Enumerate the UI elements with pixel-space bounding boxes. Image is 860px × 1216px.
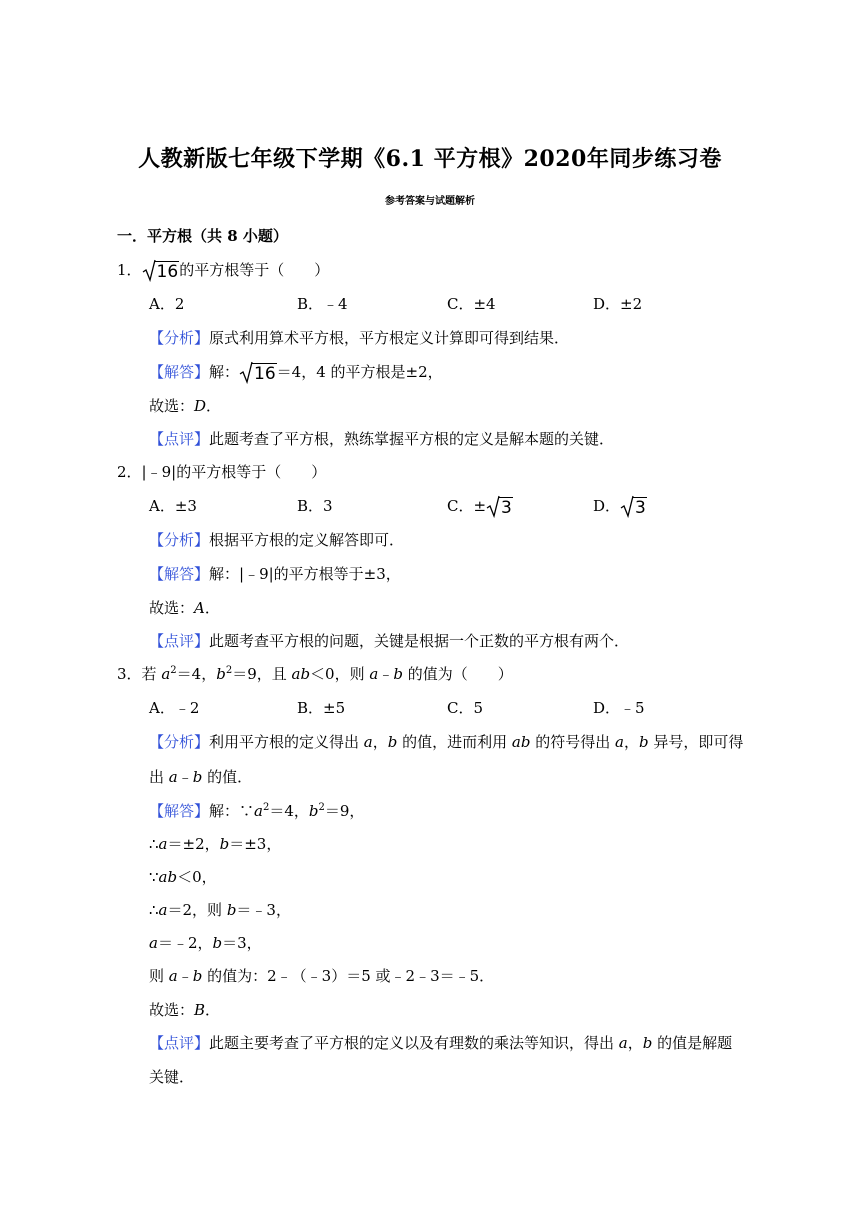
q3-choice (149, 1000, 220, 1020)
answer-tag: 【解答】 (149, 363, 210, 381)
because-symbol: ∵ (149, 868, 159, 886)
answer-text: ＝4，4 的平方根是±2， (276, 363, 443, 381)
analysis-text: 异号，即可得 (648, 733, 744, 751)
q3-comment-cont (149, 1067, 194, 1087)
q2-option-d (593, 496, 647, 518)
step-text: 的值为：2﹣（﹣3）＝5 或﹣2﹣3＝﹣5． (202, 967, 495, 985)
q1-option-c: C．±4 (447, 295, 496, 313)
choice-end: ． (205, 1001, 221, 1019)
question-1-stem (117, 260, 329, 282)
analysis-text: 的符号得出 (530, 733, 616, 751)
q1-analysis (149, 328, 569, 348)
choice-label: 故选： (149, 1001, 195, 1019)
var-b: b (192, 768, 203, 786)
var-b: b (219, 835, 230, 853)
q3-comment (149, 1033, 732, 1053)
q2-option-a: A．±3 (149, 497, 197, 515)
analysis-text: 根据平方根的定义解答即可． (209, 531, 405, 549)
var-a: a (615, 733, 624, 751)
choice-label: 故选： (149, 397, 195, 415)
sqrt-symbol (142, 261, 180, 282)
question-1-number: 1． (117, 261, 142, 279)
choice-end: ． (206, 397, 222, 415)
var-b: b (387, 733, 398, 751)
step-text: ＝±2， (167, 835, 220, 853)
stem-text: ＜0，则 (310, 665, 370, 683)
analysis-tag: 【分析】 (149, 329, 210, 347)
comment-text: 的值是解题 (652, 1034, 733, 1052)
q3-option-d: D．﹣5 (593, 699, 645, 717)
question-3-number: 3． (117, 665, 142, 683)
question-1-stem-text: 的平方根等于（ ） (179, 261, 330, 279)
analysis-text: 的值． (202, 768, 253, 786)
minus-sign: ﹣ (177, 967, 193, 985)
step-text: 则 (149, 967, 169, 985)
q3-analysis (149, 732, 743, 752)
var-a: a (168, 967, 178, 985)
q3-analysis-cont (149, 767, 252, 787)
stem-text: ＝9，且 (232, 665, 292, 683)
comment-text: 此题主要考查了平方根的定义以及有理数的乘法等知识，得出 (209, 1034, 619, 1052)
step-text: ＜0， (177, 868, 217, 886)
stem-text: 若 (141, 665, 162, 683)
var-a: a (158, 901, 168, 919)
minus-sign: ﹣ (378, 665, 394, 683)
therefore-symbol: ∴ (149, 835, 159, 853)
exponent: 2 (225, 665, 233, 676)
question-2-stem-text: |﹣9|的平方根等于（ ） (141, 463, 327, 481)
sqrt-symbol (486, 497, 513, 518)
var-b: b (642, 1034, 653, 1052)
q3-step-1 (149, 834, 281, 854)
option-label: D． (593, 497, 621, 515)
answer-tag: 【解答】 (149, 802, 210, 820)
sqrt-symbol (239, 363, 277, 384)
var-b: b (638, 733, 649, 751)
var-b: b (393, 665, 403, 683)
var-ab: ab (511, 733, 531, 751)
step-text: ＝±3， (229, 835, 282, 853)
document-title: 人教新版七年级下学期《6.1 平方根》2020年同步练习卷 (138, 146, 722, 172)
q3-step-2 (149, 867, 217, 887)
q3-step-5 (149, 966, 494, 986)
analysis-text: 出 (149, 768, 169, 786)
q2-comment (149, 631, 629, 651)
q2-option-c (447, 496, 513, 518)
q3-answer (149, 801, 364, 821)
q2-choice (149, 598, 220, 618)
analysis-tag: 【分析】 (149, 531, 210, 549)
exponent: 2 (170, 665, 177, 676)
q2-option-b: B．3 (297, 497, 333, 515)
q1-option-a: A．2 (149, 295, 185, 313)
choice-letter: D (194, 397, 207, 415)
radicand: 3 (501, 498, 512, 518)
analysis-text: 的值，进而利用 (397, 733, 512, 751)
section-heading: 一．平方根（共 8 小题） (117, 227, 288, 245)
comment-tag: 【点评】 (149, 632, 210, 650)
var-a: a (161, 665, 171, 683)
stem-text: ＝4， (176, 665, 217, 683)
comment-tag: 【点评】 (149, 430, 210, 448)
answer-tag: 【解答】 (149, 565, 210, 583)
q1-comment (149, 429, 614, 449)
comment-text: ， (627, 1034, 643, 1052)
step-text: ＝3， (222, 934, 262, 952)
question-2-stem (117, 462, 326, 482)
question-2-number: 2． (117, 463, 142, 481)
var-b: b (192, 967, 203, 985)
answer-text: 解： (209, 363, 240, 381)
var-b: b (212, 934, 223, 952)
q1-answer (149, 362, 443, 384)
var-a: a (369, 665, 379, 683)
comment-text: 此题考查平方根的问题，关键是根据一个正数的平方根有两个． (209, 632, 630, 650)
q3-option-b: B．±5 (297, 699, 346, 717)
var-b: b (216, 665, 226, 683)
radicand: 16 (156, 262, 179, 282)
analysis-text: 原式利用算术平方根，平方根定义计算即可得到结果． (209, 329, 570, 347)
q3-step-4 (149, 933, 262, 953)
radicand: 16 (254, 364, 276, 384)
var-b: b (308, 802, 319, 820)
var-a: a (254, 802, 263, 820)
step-text: ＝2，则 (167, 901, 227, 919)
var-b: b (226, 901, 237, 919)
var-a: a (158, 835, 168, 853)
analysis-text: 利用平方根的定义得出 (209, 733, 364, 751)
analysis-tag: 【分析】 (149, 733, 210, 751)
radicand: 3 (635, 498, 646, 518)
choice-label: 故选： (149, 599, 195, 617)
var-ab: ab (158, 868, 178, 886)
q3-step-3 (149, 900, 291, 920)
therefore-symbol: ∴ (149, 901, 159, 919)
answer-text: 解：|﹣9|的平方根等于±3， (209, 565, 401, 583)
q1-choice (149, 396, 221, 416)
choice-letter: B (194, 1001, 206, 1019)
option-label: C．± (447, 497, 487, 515)
q3-option-c: C．5 (447, 699, 484, 717)
var-a: a (363, 733, 373, 751)
var-a: a (618, 1034, 628, 1052)
choice-letter: A (194, 599, 205, 617)
exponent: 2 (262, 802, 270, 813)
comment-tag: 【点评】 (149, 1034, 210, 1052)
exponent: 2 (318, 802, 325, 813)
var-a: a (168, 768, 178, 786)
analysis-text: ， (372, 733, 388, 751)
choice-end: ． (204, 599, 220, 617)
sqrt-symbol (620, 497, 647, 518)
answer-text: ＝9， (324, 802, 365, 820)
q1-option-b: B．﹣4 (297, 295, 348, 313)
comment-text: 此题考查了平方根，熟练掌握平方根的定义是解本题的关键． (209, 430, 615, 448)
q1-option-d: D．±2 (593, 295, 643, 313)
question-3-stem (117, 664, 513, 684)
stem-text: 的值为（ ） (402, 665, 513, 683)
var-a: a (149, 934, 158, 952)
answer-text: 解：∵ (209, 802, 255, 820)
comment-text: 关键． (149, 1068, 195, 1086)
analysis-text: ， (623, 733, 639, 751)
step-text: ＝﹣2， (157, 934, 213, 952)
var-ab: ab (291, 665, 311, 683)
q2-answer (149, 564, 401, 584)
minus-sign: ﹣ (177, 768, 193, 786)
q3-option-a: A．﹣2 (149, 699, 200, 717)
q2-analysis (149, 530, 404, 550)
answer-text: ＝4， (269, 802, 309, 820)
document-subtitle: 参考答案与试题解析 (385, 196, 475, 207)
step-text: ＝﹣3， (236, 901, 291, 919)
